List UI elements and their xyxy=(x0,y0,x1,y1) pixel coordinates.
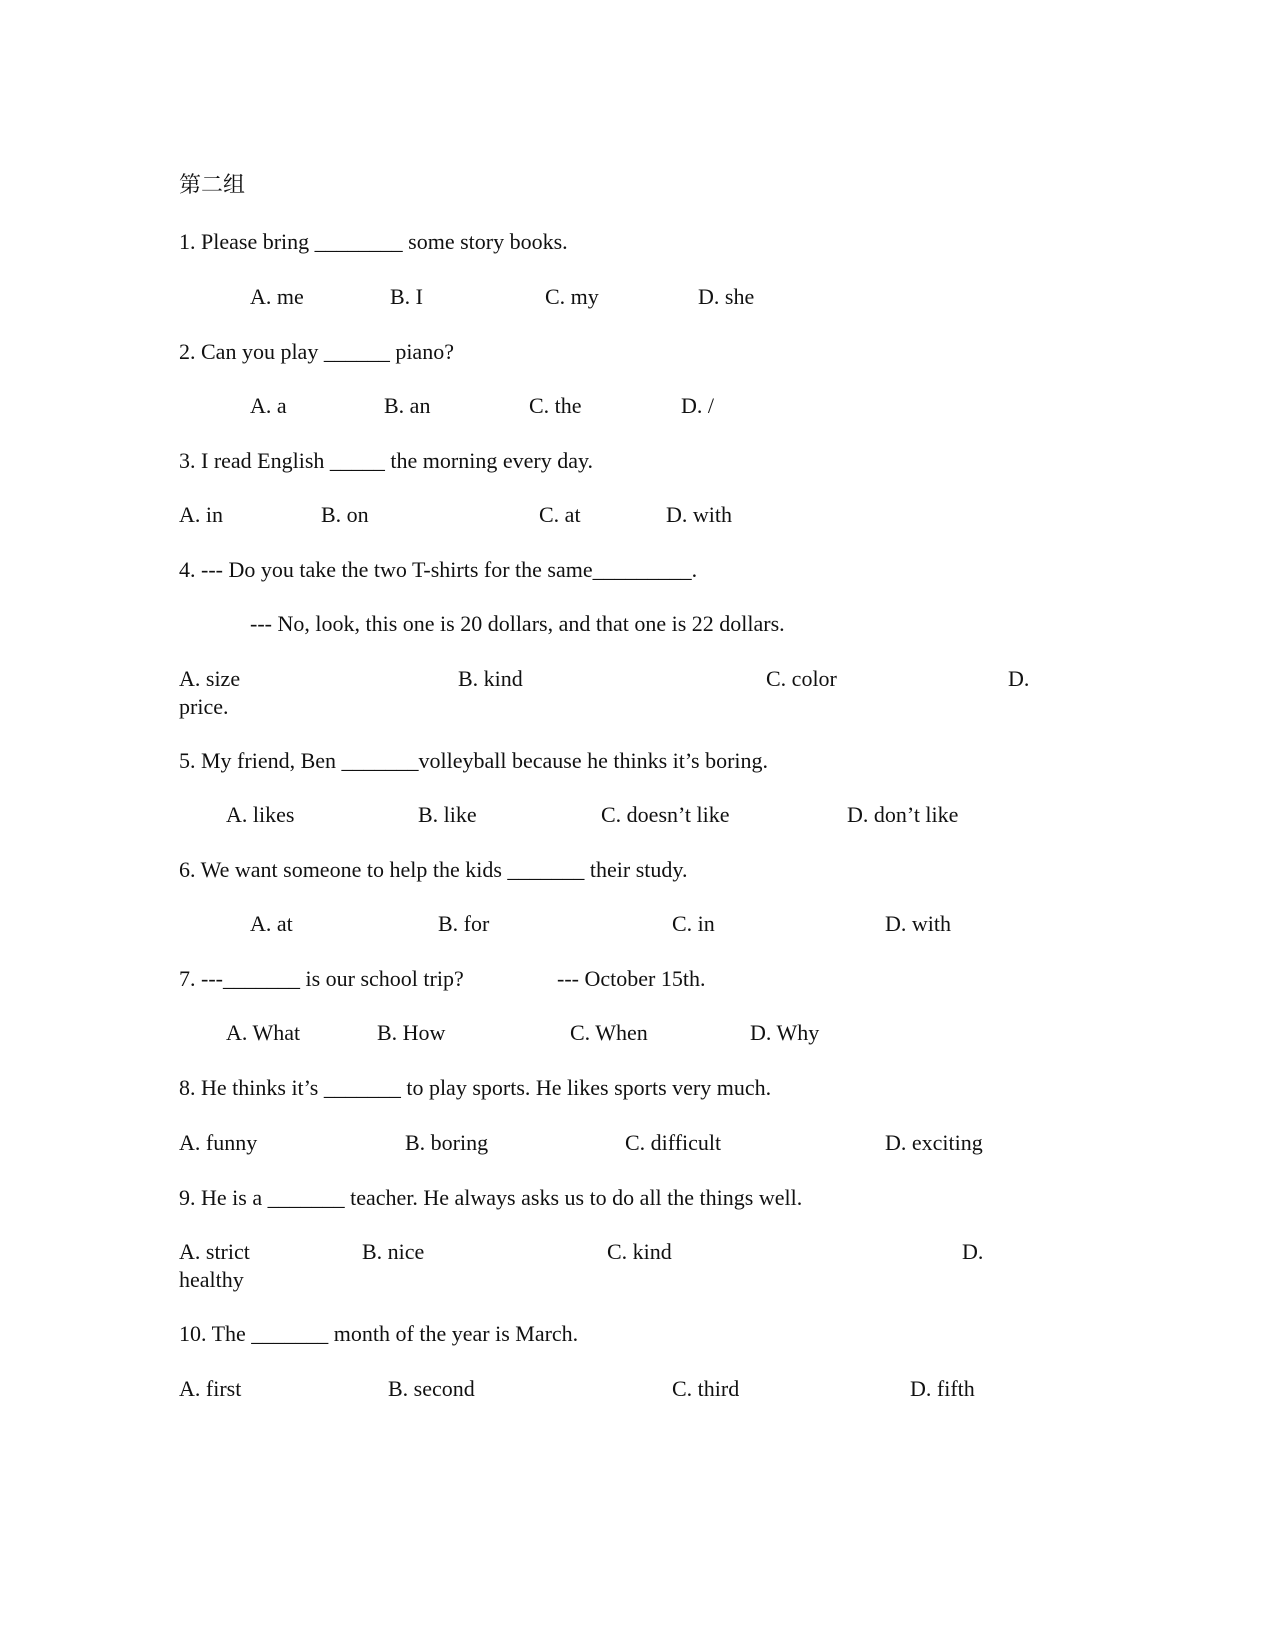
question-10-option-c: C. third xyxy=(672,1376,740,1401)
question-7-option-d: D. Why xyxy=(750,1020,820,1045)
question-8-option-c: C. difficult xyxy=(625,1130,722,1155)
question-3-option-c: C. at xyxy=(539,502,581,527)
question-1-stem: 1. Please bring ________ some story books. xyxy=(179,229,568,254)
question-3-stem: 3. I read English _____ the morning every day. xyxy=(179,448,594,473)
question-1-option-a: A. me xyxy=(250,284,304,309)
question-9-option-d-text: healthy xyxy=(179,1267,244,1292)
question-1-option-d: D. she xyxy=(698,284,755,309)
question-5-stem: 5. My friend, Ben _______volleyball because he thinks it’s boring. xyxy=(179,748,769,773)
question-9-option-d-letter: D. xyxy=(962,1239,984,1264)
question-5-option-d: D. don’t like xyxy=(847,802,959,827)
question-3-option-a: A. in xyxy=(179,502,223,527)
question-6-option-a: A. at xyxy=(250,911,293,936)
question-8-stem: 8. He thinks it’s _______ to play sports. He likes sports very much. xyxy=(179,1075,772,1100)
question-4-option-c: C. color xyxy=(766,666,837,691)
question-8-option-d: D. exciting xyxy=(885,1130,983,1155)
question-4-option-a: A. size xyxy=(179,666,241,691)
question-3-option-d: D. with xyxy=(666,502,732,527)
question-2-stem: 2. Can you play ______ piano? xyxy=(179,339,454,364)
question-10-option-a: A. first xyxy=(179,1376,242,1401)
question-6-option-c: C. in xyxy=(672,911,715,936)
question-5-option-a: A. likes xyxy=(226,802,295,827)
question-10-option-b: B. second xyxy=(388,1376,475,1401)
question-2-option-b: B. an xyxy=(384,393,431,418)
question-6-option-b: B. for xyxy=(438,911,490,936)
question-6-option-d: D. with xyxy=(885,911,951,936)
page-title: 第二组 xyxy=(179,173,246,198)
question-9-stem: 9. He is a _______ teacher. He always asks us to do all the things well. xyxy=(179,1185,803,1210)
question-6-stem: 6. We want someone to help the kids _______ their study. xyxy=(179,857,688,882)
question-7-reply: --- October 15th. xyxy=(557,966,706,991)
question-1-option-c: C. my xyxy=(545,284,599,309)
question-2-option-d: D. / xyxy=(681,393,714,418)
question-2-option-c: C. the xyxy=(529,393,582,418)
question-10-option-d: D. fifth xyxy=(910,1376,975,1401)
question-9-option-c: C. kind xyxy=(607,1239,672,1264)
question-4-option-d-text: price. xyxy=(179,694,229,719)
question-10-stem: 10. The _______ month of the year is March. xyxy=(179,1321,579,1346)
question-4-reply: --- No, look, this one is 20 dollars, and that one is 22 dollars. xyxy=(250,611,785,636)
question-5-option-c: C. doesn’t like xyxy=(601,802,730,827)
question-5-option-b: B. like xyxy=(418,802,477,827)
question-7-option-a: A. What xyxy=(226,1020,301,1045)
question-2-option-a: A. a xyxy=(250,393,287,418)
question-7-option-c: C. When xyxy=(570,1020,648,1045)
question-4-option-b: B. kind xyxy=(458,666,523,691)
question-4-stem: 4. --- Do you take the two T-shirts for the same_________. xyxy=(179,557,698,582)
question-8-option-a: A. funny xyxy=(179,1130,258,1155)
question-8-option-b: B. boring xyxy=(405,1130,489,1155)
question-1-option-b: B. I xyxy=(390,284,423,309)
question-9-option-a: A. strict xyxy=(179,1239,250,1264)
question-9-option-b: B. nice xyxy=(362,1239,425,1264)
question-7-stem: 7. ---_______ is our school trip? xyxy=(179,966,464,991)
question-4-option-d-letter: D. xyxy=(1008,666,1030,691)
question-7-option-b: B. How xyxy=(377,1020,446,1045)
question-3-option-b: B. on xyxy=(321,502,369,527)
